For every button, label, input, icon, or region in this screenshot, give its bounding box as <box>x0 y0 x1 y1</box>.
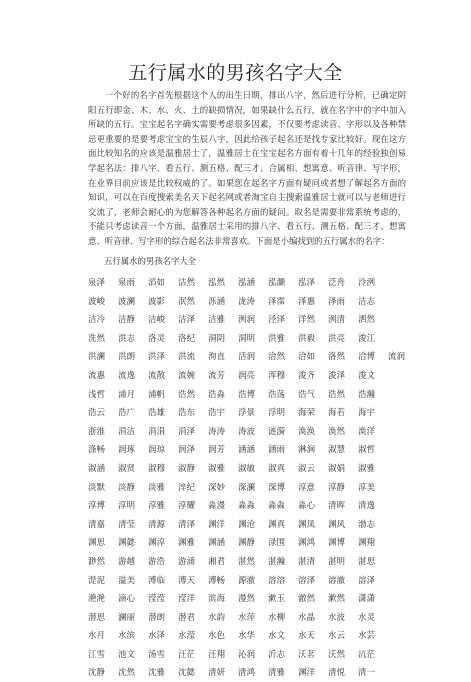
name-item: 涓涓 <box>148 425 166 436</box>
name-item: 洞阴 <box>208 332 226 343</box>
name-item: 淑敏 <box>238 462 256 473</box>
name-item: 浩雄 <box>148 407 166 418</box>
name-item: 渊沧 <box>238 518 256 529</box>
name-item: 水月 <box>88 630 106 641</box>
names-row <box>88 400 388 419</box>
name-item: 涛波 <box>238 425 256 436</box>
names-row <box>88 270 388 289</box>
name-item: 涓泽 <box>178 425 196 436</box>
name-item: 沈静 <box>88 667 106 678</box>
name-item: 清鸿 <box>238 667 256 678</box>
name-item: 湛明 <box>328 555 346 566</box>
name-item: 流婉 <box>178 369 196 380</box>
names-row <box>88 419 388 438</box>
name-item: 清晖 <box>328 500 346 511</box>
name-item: 沈懿 <box>178 667 196 678</box>
name-item: 洗然 <box>88 332 106 343</box>
names-row <box>88 605 388 624</box>
name-item: 游涌 <box>178 555 196 566</box>
name-item: 浩云 <box>88 407 106 418</box>
name-item: 沂志 <box>268 648 286 659</box>
name-item: 滟滟 <box>88 593 106 604</box>
name-item: 洛然 <box>328 351 346 362</box>
names-row <box>88 642 388 661</box>
name-item: 泉泽 <box>88 277 106 287</box>
name-item: 洵直 <box>208 351 226 362</box>
name-item: 沈然 <box>118 667 136 678</box>
name-item: 江雪 <box>88 648 106 659</box>
names-row <box>88 363 388 382</box>
name-item: 泓然 <box>208 277 226 287</box>
name-item: 流逸 <box>118 369 136 380</box>
name-item: 沽然 <box>178 277 196 287</box>
name-item: 淑哲 <box>358 444 376 455</box>
name-item: 海若 <box>328 407 346 418</box>
name-item: 泾泽 <box>268 314 286 325</box>
name-item: 淳博 <box>88 500 106 511</box>
name-item: 汪茫 <box>178 648 196 659</box>
name-item: 滢滢 <box>148 593 166 604</box>
name-item: 洒然 <box>358 314 376 325</box>
name-item: 溶泽 <box>298 574 316 585</box>
names-row <box>88 437 388 456</box>
name-item: 润琼 <box>148 444 166 455</box>
name-item: 滴心 <box>118 593 136 604</box>
name-item: 洋然 <box>298 314 316 325</box>
name-item: 洁冷 <box>88 314 106 325</box>
name-item: 浦帆 <box>148 388 166 399</box>
name-item: 澜丽 <box>118 611 136 622</box>
name-item: 清悦 <box>328 667 346 678</box>
name-item: 泛舟 <box>328 277 346 287</box>
name-item: 洁志 <box>358 295 376 306</box>
name-item: 深博 <box>268 481 286 492</box>
name-item: 洛纪 <box>178 332 196 343</box>
name-item: 滔如 <box>148 277 166 287</box>
name-item: 浩气 <box>298 388 316 399</box>
name-item: 渊风 <box>328 518 346 529</box>
name-item: 水韵 <box>208 611 226 622</box>
name-item: 涤畅 <box>88 444 106 455</box>
name-item: 浙淮 <box>88 425 106 436</box>
name-item: 湛然 <box>238 555 256 566</box>
name-item: 淡默 <box>88 481 106 492</box>
name-item: 洽如 <box>298 351 316 362</box>
name-item: 汤雪 <box>148 648 166 659</box>
name-item: 水滢 <box>178 630 196 641</box>
name-item: 水灵 <box>358 611 376 622</box>
name-item: 滨海 <box>208 593 226 604</box>
name-item: 漱然 <box>328 593 346 604</box>
name-item: 浑穆 <box>268 369 286 380</box>
name-item: 涛涛 <box>208 425 226 436</box>
name-item: 浩东 <box>178 407 196 418</box>
name-item: 湜泥 <box>88 574 106 585</box>
name-item: 水文 <box>268 630 286 641</box>
name-item: 渌围 <box>268 537 286 548</box>
name-item: 溥临 <box>148 574 166 585</box>
name-item: 淋涧 <box>298 444 316 455</box>
name-item: 洁峻 <box>148 314 166 325</box>
name-item: 洛灵 <box>148 332 166 343</box>
name-item: 汪翔 <box>208 648 226 659</box>
name-item: 洽博 <box>358 351 376 362</box>
name-item: 洁静 <box>118 314 136 325</box>
name-item: 水萍 <box>238 611 256 622</box>
names-row <box>88 568 388 587</box>
name-item: 渊雅 <box>178 537 196 548</box>
name-item: 池文 <box>118 648 136 659</box>
name-item: 渊真 <box>268 518 286 529</box>
name-item: 水柳 <box>268 611 286 622</box>
name-item: 湛思 <box>358 555 376 566</box>
name-item: 潜思 <box>88 611 106 622</box>
name-item: 泽霈 <box>268 295 286 306</box>
name-item: 潜君 <box>178 611 196 622</box>
name-item: 淳耀 <box>178 500 196 511</box>
name-item: 潇潇 <box>358 593 376 604</box>
name-item: 沃然 <box>328 648 346 659</box>
name-item: 溢美 <box>118 574 136 585</box>
name-item: 溶泽 <box>358 574 376 585</box>
name-item: 润琢 <box>118 444 136 455</box>
name-item: 深澜 <box>238 481 256 492</box>
name-item: 泓涵 <box>238 277 256 287</box>
name-item: 淼漫 <box>208 500 226 511</box>
name-item: 溥畅 <box>208 574 226 585</box>
name-item: 淑娟 <box>328 462 346 473</box>
name-item: 渤志 <box>358 518 376 529</box>
name-item: 泓泽 <box>298 277 316 287</box>
name-item: 淑雅 <box>208 462 226 473</box>
name-item: 渊涵 <box>208 537 226 548</box>
name-item: 清泽 <box>178 518 196 529</box>
names-row <box>88 326 388 345</box>
name-item: 泓灏 <box>268 277 286 287</box>
name-item: 清雅 <box>268 667 286 678</box>
name-item: 泷涛 <box>238 295 256 306</box>
name-item: 沁润 <box>238 648 256 659</box>
name-item: 洞明 <box>238 332 256 343</box>
names-grid <box>88 270 406 679</box>
name-item: 涟漪 <box>268 425 286 436</box>
name-item: 淑静 <box>178 462 196 473</box>
name-item: 洪雅 <box>268 332 286 343</box>
name-item: 淡雅 <box>148 481 166 492</box>
name-item: 淳明 <box>118 500 136 511</box>
name-item: 源澈 <box>238 574 256 585</box>
name-item: 浩瀚 <box>358 388 376 399</box>
name-item: 淑真 <box>268 462 286 473</box>
name-item: 泽惠 <box>298 295 316 306</box>
name-item: 清源 <box>148 518 166 529</box>
name-item: 浮景 <box>238 407 256 418</box>
name-item: 涵雨 <box>268 444 286 455</box>
name-item: 渊洋 <box>208 518 226 529</box>
name-item: 洪流 <box>178 351 196 362</box>
name-item: 水天 <box>298 630 316 641</box>
name-item: 洪朗 <box>118 351 136 362</box>
name-item: 洌润 <box>238 314 256 325</box>
name-item: 淳雅 <box>148 500 166 511</box>
name-item: 水云 <box>328 630 346 641</box>
name-item: 渊静 <box>238 537 256 548</box>
name-item: 水晶 <box>298 611 316 622</box>
name-item: 渊凤 <box>298 518 316 529</box>
name-item: 浩荡 <box>268 388 286 399</box>
name-item: 洪澜 <box>88 351 106 362</box>
name-item: 湘君 <box>208 555 226 566</box>
names-row <box>88 549 388 568</box>
name-item: 涣然 <box>328 425 346 436</box>
name-item: 水滨 <box>118 630 136 641</box>
name-item: 淼淼 <box>268 500 286 511</box>
name-item: 湛瀚 <box>268 555 286 566</box>
name-item: 涣洋 <box>358 425 376 436</box>
name-item: 润泽 <box>178 444 196 455</box>
name-item: 泺涵 <box>208 295 226 306</box>
name-item: 波影 <box>148 295 166 306</box>
name-item: 流润 <box>388 351 406 362</box>
name-item: 洁雅 <box>208 314 226 325</box>
name-item: 涵涵 <box>238 444 256 455</box>
name-item: 淑穆 <box>148 462 166 473</box>
name-item: 渺然 <box>88 555 106 566</box>
name-item: 浦月 <box>118 388 136 399</box>
names-row <box>88 660 388 679</box>
name-item: 渊思 <box>88 537 106 548</box>
name-item: 洪毅 <box>298 332 316 343</box>
name-item: 清嘉 <box>88 518 106 529</box>
name-item: 海荣 <box>298 407 316 418</box>
names-list-heading: 五行属水的男孩名字大全 <box>104 256 197 266</box>
name-item: 洪亮 <box>328 332 346 343</box>
name-item: 淑涵 <box>88 462 106 473</box>
names-row <box>88 512 388 531</box>
name-item: 泽雨 <box>328 295 346 306</box>
name-item: 淑云 <box>298 462 316 473</box>
name-item: 润亮 <box>238 369 256 380</box>
name-item: 浚文 <box>358 369 376 380</box>
name-item: 淼心 <box>298 500 316 511</box>
names-row <box>88 307 388 326</box>
names-row <box>88 530 388 549</box>
name-item: 沈雅 <box>148 667 166 678</box>
name-item: 海宇 <box>358 407 376 418</box>
name-item: 涓洁 <box>118 425 136 436</box>
name-item: 涣涣 <box>298 425 316 436</box>
name-item: 泉雨 <box>118 277 136 287</box>
name-item: 流芳 <box>208 369 226 380</box>
name-item: 洽然 <box>268 351 286 362</box>
name-item: 淑贤 <box>118 462 136 473</box>
name-item: 波澜 <box>118 295 136 306</box>
name-item: 波峻 <box>88 295 106 306</box>
name-item: 水泽 <box>148 630 166 641</box>
name-item: 洪泽 <box>148 351 166 362</box>
name-item: 溶澈 <box>328 574 346 585</box>
names-row <box>88 344 406 363</box>
name-item: 流散 <box>148 369 166 380</box>
name-item: 渊鸿 <box>298 537 316 548</box>
name-item: 活润 <box>238 351 256 362</box>
name-item: 清逸 <box>358 500 376 511</box>
names-row <box>88 289 388 308</box>
name-item: 浩淼 <box>208 388 226 399</box>
name-item: 渊懿 <box>118 537 136 548</box>
name-item: 浩然 <box>328 388 346 399</box>
name-item: 浚江 <box>358 332 376 343</box>
names-row <box>88 382 388 401</box>
name-item: 水华 <box>238 630 256 641</box>
name-item: 泯然 <box>178 295 196 306</box>
name-item: 溶溶 <box>268 574 286 585</box>
name-item: 沃茗 <box>298 648 316 659</box>
name-item: 潜朗 <box>148 611 166 622</box>
name-item: 浚泽 <box>328 369 346 380</box>
name-item: 淑雅 <box>358 462 376 473</box>
name-item: 渊翔 <box>358 537 376 548</box>
name-item: 清妍 <box>208 667 226 678</box>
name-item: 深妙 <box>208 481 226 492</box>
name-item: 水色 <box>208 630 226 641</box>
name-item: 漱玉 <box>268 593 286 604</box>
names-row <box>88 493 388 512</box>
name-item: 润芳 <box>208 444 226 455</box>
name-item: 溥天 <box>178 574 196 585</box>
name-item: 浩博 <box>238 388 256 399</box>
name-item: 清一 <box>358 667 376 678</box>
name-item: 渊洋 <box>298 667 316 678</box>
name-item: 澈然 <box>298 593 316 604</box>
name-item: 流惠 <box>88 369 106 380</box>
name-item: 洌清 <box>328 314 346 325</box>
names-row <box>88 623 388 642</box>
names-row <box>88 456 388 475</box>
name-item: 浩然 <box>178 388 196 399</box>
name-item: 浩宇 <box>208 407 226 418</box>
name-item: 清莹 <box>118 518 136 529</box>
name-item: 漫然 <box>238 593 256 604</box>
name-item: 游浩 <box>148 555 166 566</box>
name-item: 淑慧 <box>328 444 346 455</box>
name-item: 淬纪 <box>178 481 196 492</box>
document-title: 五行属水的男孩名字大全 <box>128 62 343 84</box>
name-item: 淳美 <box>358 481 376 492</box>
names-row <box>88 475 388 494</box>
name-item: 沆茫 <box>358 648 376 659</box>
name-item: 浚齐 <box>298 369 316 380</box>
name-item: 淼淼 <box>238 500 256 511</box>
name-item: 洪志 <box>118 332 136 343</box>
name-item: 水波 <box>328 611 346 622</box>
name-item: 浩广 <box>118 407 136 418</box>
name-item: 浮明 <box>268 407 286 418</box>
name-item: 洁泽 <box>178 314 196 325</box>
name-item: 淡静 <box>118 481 136 492</box>
name-item: 滢洋 <box>178 593 196 604</box>
name-item: 浅哲 <box>88 388 106 399</box>
name-item: 淳意 <box>298 481 316 492</box>
names-row <box>88 586 388 605</box>
name-item: 渊博 <box>328 537 346 548</box>
name-item: 水芸 <box>358 630 376 641</box>
name-item: 泠洌 <box>358 277 376 287</box>
name-item: 湛清 <box>298 555 316 566</box>
name-item: 淳静 <box>328 481 346 492</box>
name-item: 渊淳 <box>148 537 166 548</box>
name-item: 游越 <box>118 555 136 566</box>
intro-paragraph: 一个好的名字首先根据这个人的出生日期，排出八字，然后进行分析，已确定阴阳五行即金、木、水、火、土的缺损情况，如果缺什么五行，就在名字中的字中加入所缺的五行。宝宝起名字确实需要考虑很多因素，不仅要考虑读音、字形以及各种禁忌更重要的是要考虑宝宝的生辰八字，因此给孩子起名还是找专家比较好。现在这方面比较知名的应该是温雅居士了，温雅居士在宝宝起名方面有着十几年的经验独创易学起名法：排八字、看五行、测五格、配三才、合属相、想寓意、听音律、写字形，在业界目前应该是比较权威的了。如果您在起名字方面有疑问或者想了解起名方面的知识，可以在百度搜索美名天下起名网或者淘宝自主搜索温雅居士就可以与老师进行交流了，老师会耐心的为您解答各种起名方面的疑问。取名是需要非常系统考虑的，不能只考虑读音一个方面，温雅居士采用的排八字、看五行、测五格、配三才、想寓意、听音律、写字形的综合起名法非常喜欢。下面是小编找到的五行属水的名字： <box>88 90 406 246</box>
